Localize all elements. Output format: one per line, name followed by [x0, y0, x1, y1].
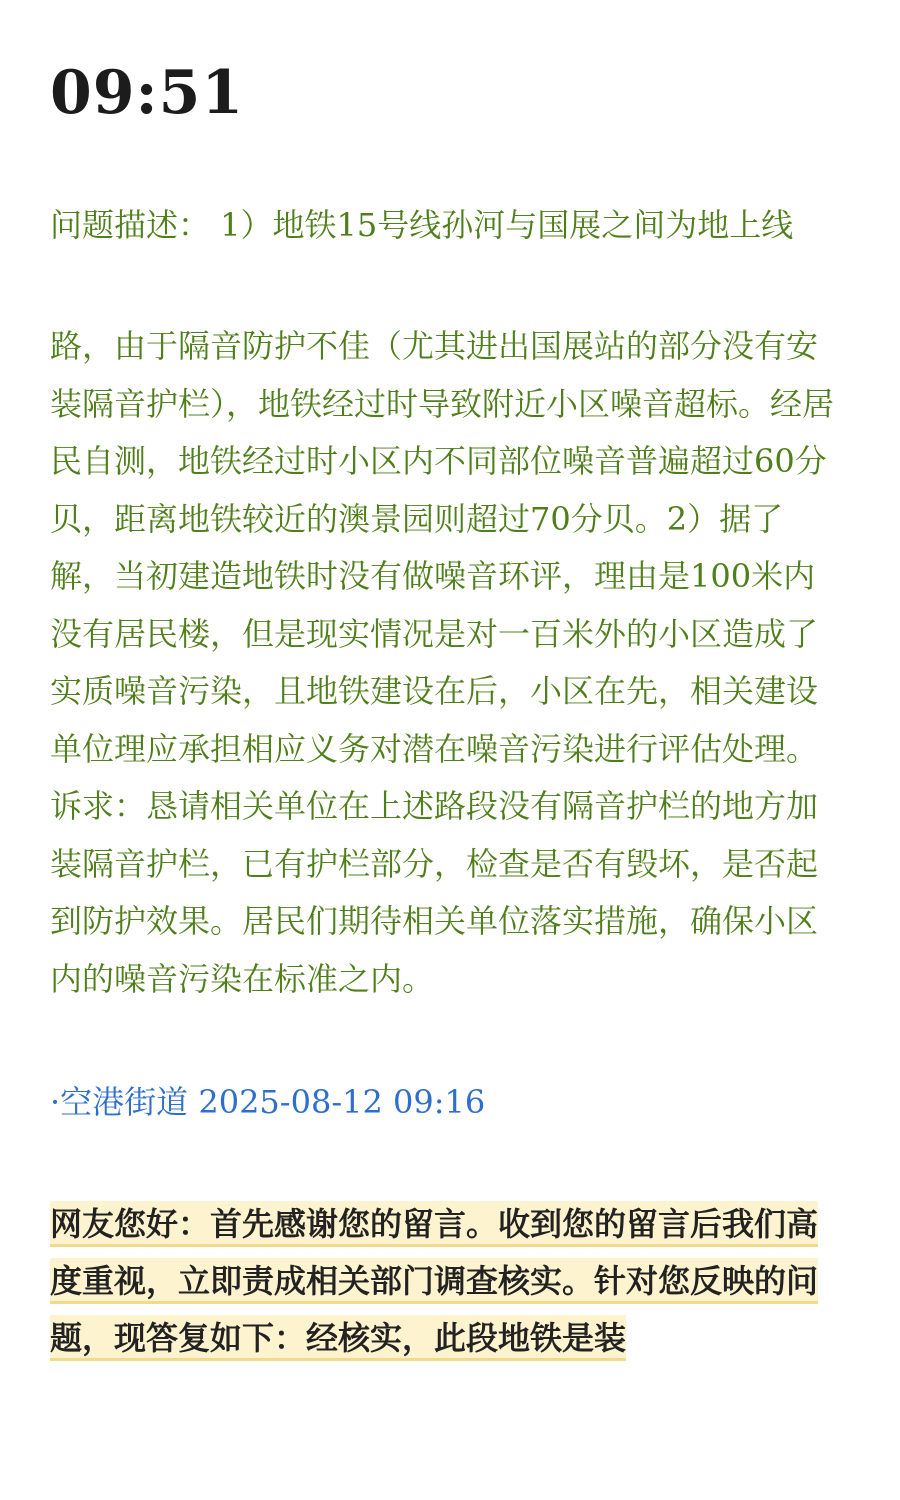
- question-heading: 问题描述： 1）地铁15号线孙河与国展之间为地上线: [50, 206, 794, 244]
- reply-body: [50, 1196, 836, 1367]
- reply-department-date: ·空港街道 2025-08-12 09:16: [50, 1083, 486, 1121]
- reply-body-text: 网友您好：首先感谢您的留言。收到您的留言后我们高度重视，立即责成相关部门调查核实。针对您反映的问题，现答复如下：经核实，此段地铁是装: [50, 1201, 818, 1361]
- status-bar-time: 09:51: [50, 58, 245, 128]
- question-body: 路，由于隔音防护不佳（尤其进出国展站的部分没有安装隔音护栏），地铁经过时导致附近小区噪音超标。经居民自测，地铁经过时小区内不同部位噪音普遍超过60分贝，距离地铁较近的澳景园则超过70分贝。2）据了解，当初建造地铁时没有做噪音环评，理由是100米内没有居民楼，但是现实情况是对一百米外的小区造成了实质噪音污染，且地铁建设在后，小区在先，相关建设单位理应承担相应义务对潜在噪音污染进行评估处理。 诉求：恳请相关单位在上述路段没有隔音护栏的地方加装隔音护栏，已有护栏部分，检查是否有毁坏，是否起到防护效果。居民们期待相关单位落实措施，确保小区内的噪音污染在标准之内。: [50, 327, 835, 998]
